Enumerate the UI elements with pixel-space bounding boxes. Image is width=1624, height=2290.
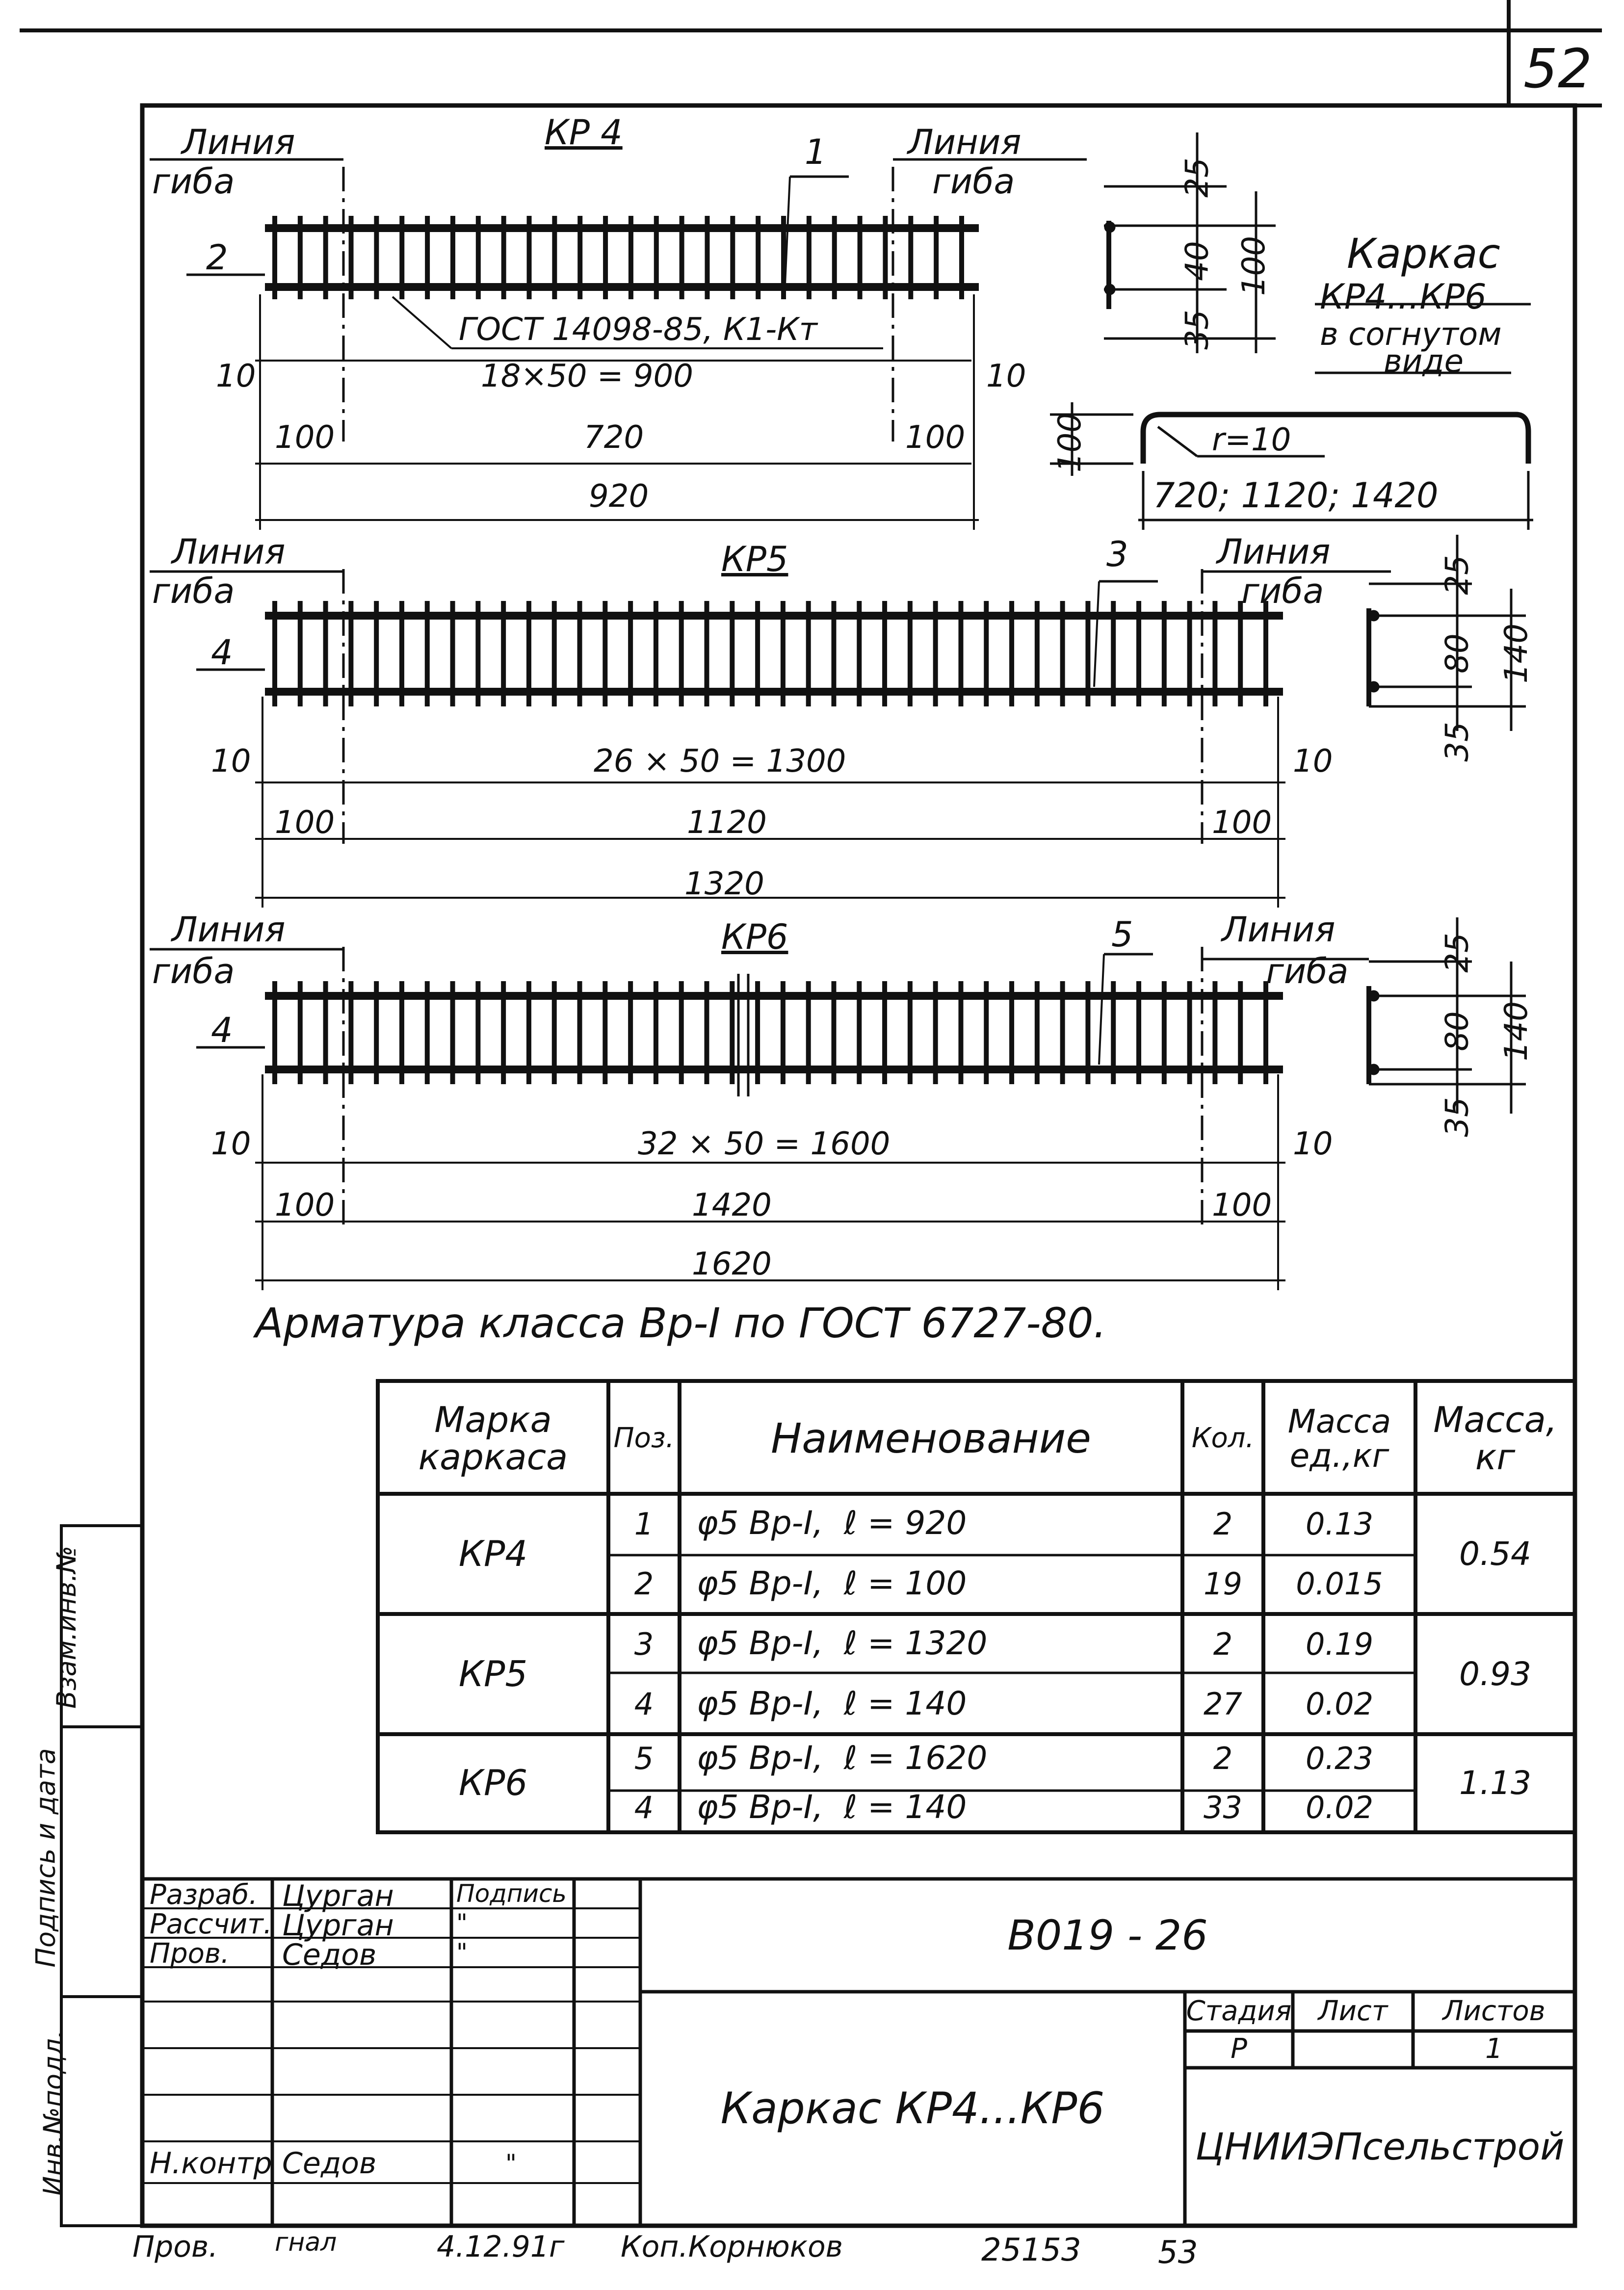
bent-radius: r=10 [1212,422,1291,458]
row-unit-mass: 0.19 [1305,1626,1374,1662]
footer-date: 4.12.91г [437,2230,565,2264]
footer-copy: Коп.Корнюков [621,2230,843,2264]
bent-height: 100 [1052,412,1089,473]
kp4-bend-right-1: Линия [908,122,1022,162]
sheet-number: 52 [1523,37,1592,100]
frame-mass: 0.54 [1459,1535,1531,1573]
kp6-bend-left-1: Линия [172,910,286,950]
kp6-pos-side: 4 [211,1010,233,1050]
footer-checked: Пров. [132,2230,218,2264]
kp5-frame [150,569,1391,908]
nkontr-role: Н.контр [150,2146,272,2181]
row-name: φ5 Вр-I, ℓ = 140 [697,1684,967,1722]
s3-total: 140 [1498,1001,1535,1062]
row-pos: 4 [634,1686,654,1722]
kp4-total: 920 [589,478,649,515]
kp6-part-right: 100 [1212,1187,1272,1223]
stage-header: Стадия [1186,1995,1292,2027]
s1-bot: 35 [1179,310,1216,350]
row-qty: 19 [1204,1566,1242,1602]
kp5-bend-right-1: Линия [1217,532,1331,572]
role-name: Седов [282,1938,377,1972]
row-name: φ5 Вр-I, ℓ = 1320 [697,1624,988,1663]
kp4-pos-side: 2 [206,237,228,278]
row-qty: 33 [1204,1790,1242,1826]
sheet-value [1293,2031,1413,2068]
frame-mark: КР5 [458,1653,528,1694]
kp4-bend-left-1: Линия [182,122,295,162]
side-sign-date: Подпись и дата [30,1748,61,1968]
kp5-bend-left-2: гиба [152,571,235,611]
role-sign: " [456,1938,468,1967]
bent-caption-2: виде [1384,343,1464,380]
row-unit-mass: 0.015 [1296,1566,1383,1602]
kp5-total: 1320 [684,866,764,902]
bent-caption-1: в согнутом [1320,316,1502,353]
kp5-part-left: 100 [275,805,335,841]
nkontr-name: Седов [282,2146,377,2181]
row-pos: 3 [634,1626,654,1662]
row-pos: 5 [634,1741,654,1777]
row-name: φ5 Вр-I, ℓ = 920 [697,1504,967,1542]
row-pos: 2 [634,1566,654,1602]
kp5-end-right: 10 [1293,743,1333,780]
row-name: φ5 Вр-I, ℓ = 1620 [697,1739,988,1777]
s1-mid: 40 [1179,241,1216,281]
frame-mark: КР4 [458,1533,528,1574]
header-mark: Марка каркаса [418,1399,568,1478]
bent-lengths: 720; 1120; 1420 [1153,475,1439,516]
kp6-total: 1620 [692,1246,772,1282]
kp6-end-left: 10 [211,1126,251,1162]
role-sign: Подпись [456,1879,567,1908]
s3-mid: 80 [1439,1011,1476,1051]
footer-page: 53 [1158,2235,1198,2271]
kp5-bend-right-2: гиба [1241,571,1324,611]
kp5-part-right: 100 [1212,805,1272,841]
footer-signature: гнал [275,2228,337,2257]
nkontr-sign: " [505,2149,517,2178]
bent-subtitle: КР4...КР6 [1320,277,1487,317]
s2-top: 25 [1439,555,1476,595]
role-title: Разраб. [150,1879,258,1911]
role-title: Рассчит. [150,1908,272,1940]
kp6-bend-left-2: гиба [152,951,235,991]
kp5-pos-side: 4 [211,632,233,673]
s1-total: 100 [1236,235,1273,296]
side-inv-replace: Взам.инв.№ [51,1545,82,1709]
s2-bot: 35 [1439,722,1476,762]
frame-mass: 0.93 [1459,1655,1531,1693]
kp5-part-mid: 1120 [687,805,767,841]
row-name: φ5 Вр-I, ℓ = 140 [697,1788,967,1826]
s3-bot: 35 [1439,1097,1476,1137]
drawing-title: Каркас КР4...КР6 [720,2083,1105,2134]
kp4-bend-left-2: гиба [152,161,235,202]
bent-title: Каркас [1347,230,1500,278]
kp6-frame [150,947,1369,1290]
s1-top: 25 [1179,157,1216,198]
kp4-pos-top: 1 [805,132,827,172]
sheets-value: 1 [1485,2033,1503,2065]
header-pos: Поз. [613,1422,675,1455]
row-unit-mass: 0.02 [1305,1790,1374,1826]
kp4-spacing: 18×50 = 900 [481,358,693,394]
kp4-gost-note: ГОСТ 14098-85, К1-Кт [459,312,817,348]
kp5-spacing: 26 × 50 = 1300 [594,743,846,780]
organization: ЦНИИЭПсельстрой [1195,2125,1565,2169]
kp6-bend-right-1: Линия [1222,910,1336,950]
kp4-end-left: 10 [216,358,256,394]
kp4-part-left: 100 [275,419,335,456]
row-unit-mass: 0.13 [1305,1506,1374,1542]
kp6-part-left: 100 [275,1187,335,1223]
row-qty: 2 [1213,1626,1233,1662]
kp4-title: КР 4 [545,112,623,153]
footer-number: 25153 [981,2232,1081,2268]
role-name: Цурган [282,1879,394,1913]
kp6-end-right: 10 [1293,1126,1333,1162]
kp6-bend-right-2: гиба [1266,951,1349,991]
s2-total: 140 [1498,623,1535,684]
kp5-title: КР5 [721,539,788,579]
kp4-part-right: 100 [905,419,966,456]
s2-mid: 80 [1439,633,1476,674]
role-name: Цурган [282,1908,394,1943]
role-title: Пров. [150,1938,230,1970]
role-sign: " [456,1909,468,1937]
stage-value: Р [1231,2033,1247,2065]
row-unit-mass: 0.02 [1305,1686,1374,1722]
kp5-pos-top: 3 [1106,534,1128,574]
drawing-code: В019 - 26 [1007,1911,1208,1959]
header-qty: Кол. [1191,1422,1255,1455]
kp6-part-mid: 1420 [692,1187,772,1223]
header-unit-mass: Масса ед.,кг [1287,1403,1391,1475]
kp5-bend-left-1: Линия [172,532,286,572]
kp5-end-left: 10 [211,743,251,780]
kp6-pos-top: 5 [1111,914,1133,955]
row-unit-mass: 0.23 [1305,1741,1374,1777]
row-pos: 1 [634,1506,654,1542]
row-qty: 2 [1213,1506,1233,1542]
sheet-header: Лист [1318,1995,1388,2027]
frame-mass: 1.13 [1459,1764,1531,1802]
sheets-header: Листов [1442,1995,1545,2027]
row-qty: 27 [1204,1686,1242,1722]
s3-top: 25 [1439,933,1476,973]
header-mass: Масса, кг [1433,1399,1557,1478]
row-qty: 2 [1213,1741,1233,1777]
kp4-part-mid: 720 [584,419,644,456]
frame-mark: КР6 [458,1762,528,1804]
kp4-end-right: 10 [986,358,1026,394]
row-name: φ5 Вр-I, ℓ = 100 [697,1564,967,1602]
header-name: Наименование [771,1414,1091,1463]
side-inv-orig: Инв.№подл. [38,2030,69,2196]
row-pos: 4 [634,1790,654,1826]
kp6-spacing: 32 × 50 = 1600 [638,1126,891,1162]
kp6-title: КР6 [721,917,788,957]
steel-note: Арматура класса Вр-I по ГОСТ 6727-80. [255,1299,1107,1347]
kp4-bend-right-2: гиба [932,161,1015,202]
